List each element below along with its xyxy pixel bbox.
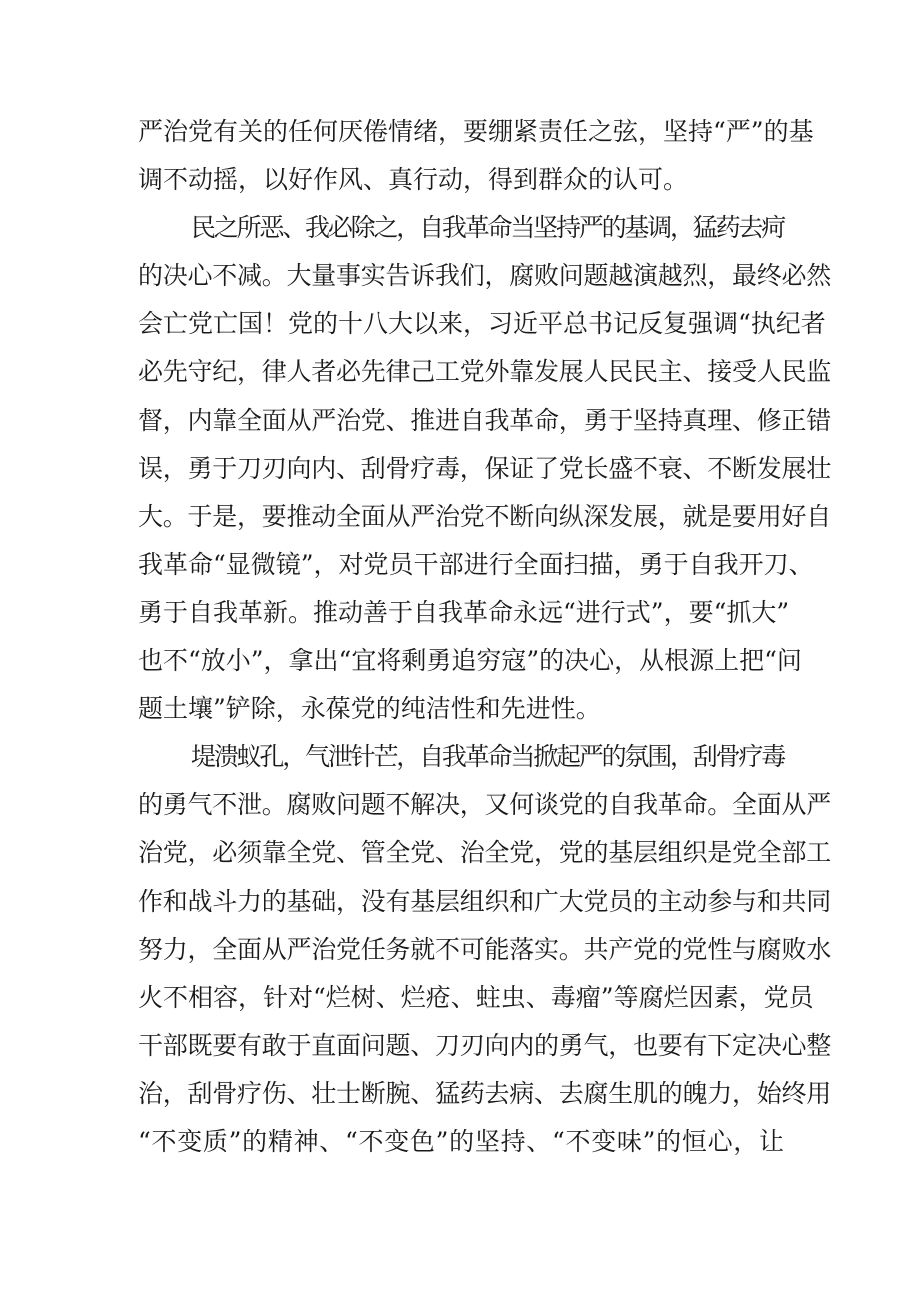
text-line: 火不相容，针对“烂树、烂疮、蛀虫、毒瘤”等腐烂因素，党员 — [138, 982, 814, 1012]
paragraph-1 — [138, 108, 814, 204]
text-line: 的决心不减。大量事实告诉我们，腐败问题越演越烈，最终必然 — [138, 261, 832, 291]
text-line: 民之所恶、我必除之，自我革命当坚持严的基调，猛药去疴 — [191, 213, 784, 243]
text-line: 大。于是，要推动全面从严治党不断向纵深发展，就是要用好自 — [138, 501, 832, 531]
text-line: 严治党有关的任何厌倦情绪，要绷紧责任之弦，坚持“严”的基 — [138, 117, 814, 146]
text-line: 调不动摇，以好作风、真行动，得到群众的认可。 — [138, 165, 689, 195]
text-line: 堤溃蚁孔，气泄针芒，自我革命当掀起严的氛围，刮骨疗毒 — [191, 742, 784, 772]
text-line: 督，内靠全面从严治党、推进自我革命，勇于坚持真理、修正错 — [138, 405, 832, 435]
text-line: 治党，必须靠全党、管全党、治全党，党的基层组织是党全部工 — [138, 838, 832, 868]
text-line: 也不“放小”，拿出“宜将剩勇追穷寇”的决心，从根源上把“问 — [138, 646, 802, 676]
text-line: “不变质”的精神、“不变色”的坚持、“不变味”的恒心，让 — [138, 1126, 784, 1156]
text-line: 会亡党亡国！党的十八大以来，习近平总书记反复强调“执纪者 — [138, 309, 826, 339]
text-line: 的勇气不泄。腐败问题不解决，又何谈党的自我革命。全面从严 — [138, 790, 832, 820]
text-line: 努力，全面从严治党任务就不可能落实。共产党的党性与腐败水 — [138, 934, 832, 964]
body-text — [138, 108, 832, 1166]
paragraph-3 — [138, 733, 832, 1166]
text-line: 干部既要有敢于直面问题、刀刃向内的勇气，也要有下定决心整 — [138, 1030, 832, 1060]
text-line: 作和战斗力的基础，没有基层组织和广大党员的主动参与和共同 — [138, 886, 832, 916]
text-line: 必先守纪，律人者必先律己工党外靠发展人民民主、接受人民监 — [138, 357, 832, 387]
text-line: 治，刮骨疗伤、壮士断腕、猛药去病、去腐生肌的魄力，始终用 — [138, 1078, 832, 1108]
paragraph-2 — [138, 204, 832, 733]
text-line: 题土壤”铲除，永葆党的纯洁性和先进性。 — [138, 694, 601, 724]
text-line: 误，勇于刀刃向内、刮骨疗毒，保证了党长盛不衰、不断发展壮 — [138, 453, 832, 483]
text-line: 我革命“显微镜”，对党员干部进行全面扫描，勇于自我开刀、 — [138, 549, 814, 579]
text-line: 勇于自我革新。推动善于自我革命永远“进行式”，要“抓大” — [138, 597, 790, 627]
